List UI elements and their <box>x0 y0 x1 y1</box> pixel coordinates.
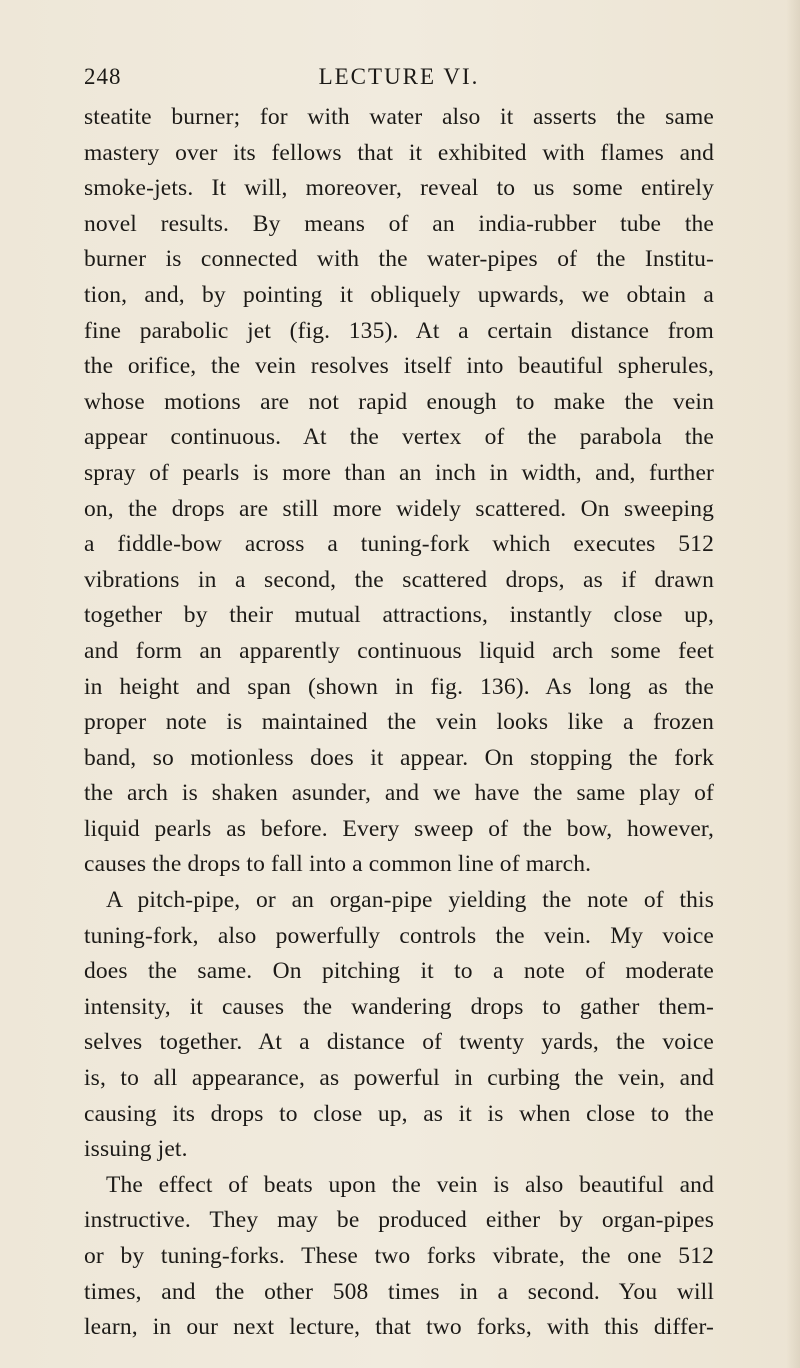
text-line: appear continuous. At the vertex of the parabola the <box>84 424 714 451</box>
text-line: is, to all appearance, as powerful in curbing the vein, and <box>84 1065 714 1092</box>
text-line: and form an apparently continuous liquid arch some feet <box>84 637 714 664</box>
text-line: or by tuning-forks. These two forks vibrate, the one 512 <box>84 1243 714 1269</box>
text-line: tion, and, by pointing it obliquely upwards, we obtain a <box>84 281 714 308</box>
text-line: vibrations in a second, the scattered drops, as if drawn <box>84 566 714 593</box>
text-line: novel results. By means of an india-rubber tube the <box>84 210 714 237</box>
text-line: does the same. On pitching it to a note of moderate <box>84 958 714 985</box>
text-line: issuing jet. <box>84 1136 188 1163</box>
text-line: whose motions are not rapid enough to make the vein <box>84 388 714 415</box>
text-line: a fiddle-bow across a tuning-fork which executes 512 <box>84 531 714 558</box>
text-line: smoke-jets. It will, moreover, reveal to us some entirely <box>84 175 714 202</box>
text-line: burner is connected with the water-pipes of the Institu- <box>84 246 714 273</box>
text-line: causes the drops to fall into a common line of march. <box>84 851 592 878</box>
page-edge-shadow <box>786 0 800 1368</box>
text-line: causing its drops to close up, as it is when close to the <box>84 1100 714 1127</box>
text-line: tuning-fork, also powerfully controls the vein. My voice <box>84 922 714 949</box>
text-line: selves together. At a distance of twenty yards, the voice <box>84 1029 714 1056</box>
page-number: 248 <box>84 64 122 89</box>
text-line: band, so motionless does it appear. On stopping the fork <box>84 744 714 771</box>
text-line: intensity, it causes the wandering drops to gather them- <box>84 993 714 1020</box>
running-head <box>84 64 714 100</box>
text-line: learn, in our next lecture, that two forks, with this differ- <box>84 1314 714 1341</box>
text-line: together by their mutual attractions, instantly close up, <box>84 602 714 629</box>
text-line: The effect of beats upon the vein is also beautiful and <box>106 1171 714 1198</box>
text-line: times, and the other 508 times in a second. You will <box>84 1278 714 1305</box>
text-line: instructive. They may be produced either by organ-pipes <box>84 1207 714 1234</box>
text-line: proper note is maintained the vein looks like a frozen <box>84 709 714 736</box>
text-line: on, the drops are still more widely scattered. On sweeping <box>84 495 714 522</box>
text-line: the arch is shaken asunder, and we have the same play of <box>84 780 714 807</box>
text-line: spray of pearls is more than an inch in width, and, further <box>84 459 714 486</box>
text-line: steatite burner; for with water also it asserts the same <box>84 104 714 130</box>
text-line: liquid pearls as before. Every sweep of the bow, however, <box>84 815 714 842</box>
text-line: A pitch-pipe, or an organ-pipe yielding the note of this <box>106 887 714 914</box>
text-line: the orifice, the vein resolves itself into beautiful spherules, <box>84 353 714 380</box>
body-text <box>84 100 714 1346</box>
text-line: mastery over its fellows that it exhibited with flames and <box>84 139 714 166</box>
text-line: fine parabolic jet (fig. 135). At a certain distance from <box>84 317 714 344</box>
header-title: LECTURE VI. <box>318 64 480 89</box>
text-line: in height and span (shown in fig. 136). As long as the <box>84 673 714 700</box>
